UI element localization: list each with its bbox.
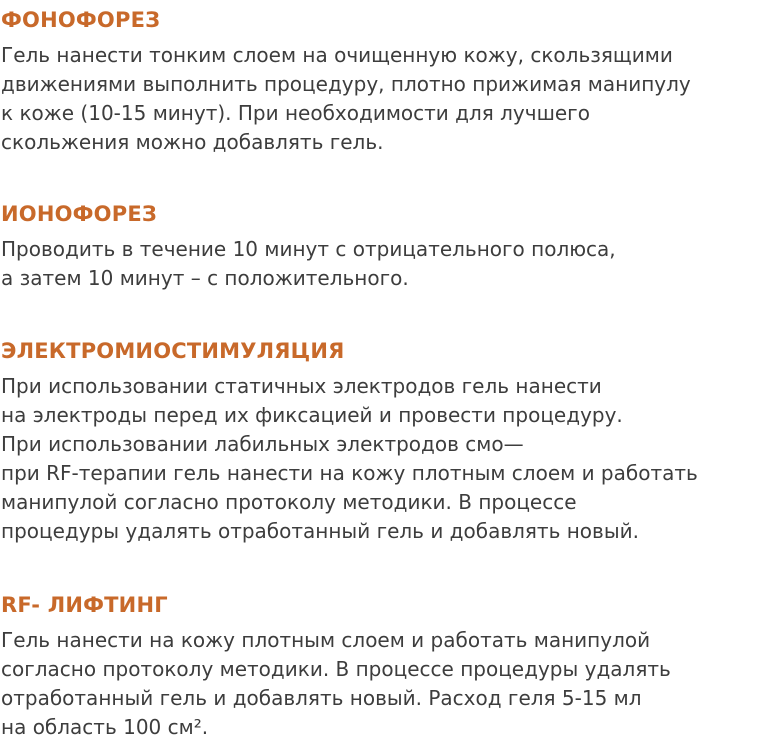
section-text-line: Проводить в течение 10 минут с отрицательного полюса,: [1, 237, 616, 261]
section-text-line: При использовании лабильных электродов смо—: [1, 432, 524, 456]
section-text-line: при RF-терапии гель нанести на кожу плотным слоем и работать: [1, 461, 698, 485]
section-text-line: на область 100 см².: [1, 715, 209, 739]
section-text-line: При использовании статичных электродов гель нанести: [1, 374, 602, 398]
section-text-line: согласно протоколу методики. В процессе процедуры удалять: [1, 657, 671, 681]
section-text-line: Гель нанести на кожу плотным слоем и работать манипулой: [1, 628, 651, 652]
section-text-line: отработанный гель и добавлять новый. Расход геля 5-15 мл: [1, 686, 642, 710]
section-text-line: движениями выполнить процедуру, плотно прижимая манипулу: [1, 72, 691, 96]
section-text-line: к коже (10-15 минут). При необходимости для лучшего: [1, 101, 590, 125]
section-text-line: а затем 10 минут – с положительного.: [1, 266, 409, 290]
section-title: ЭЛЕКТРОМИОСТИМУЛЯЦИЯ: [1, 339, 345, 363]
section-title: ФОНОФОРЕЗ: [1, 8, 161, 32]
section-text-line: на электроды перед их фиксацией и провести процедуру.: [1, 403, 623, 427]
section-text-line: процедуры удалять отработанный гель и добавлять новый.: [1, 519, 639, 543]
section-title: RF- ЛИФТИНГ: [1, 593, 168, 617]
section-text-line: Гель нанести тонким слоем на очищенную кожу, скользящими: [1, 43, 673, 67]
section-title: ИОНОФОРЕЗ: [1, 202, 157, 226]
section-text-line: манипулой согласно протоколу методики. В процессе: [1, 490, 577, 514]
section-text-line: скольжения можно добавлять гель.: [1, 130, 384, 154]
